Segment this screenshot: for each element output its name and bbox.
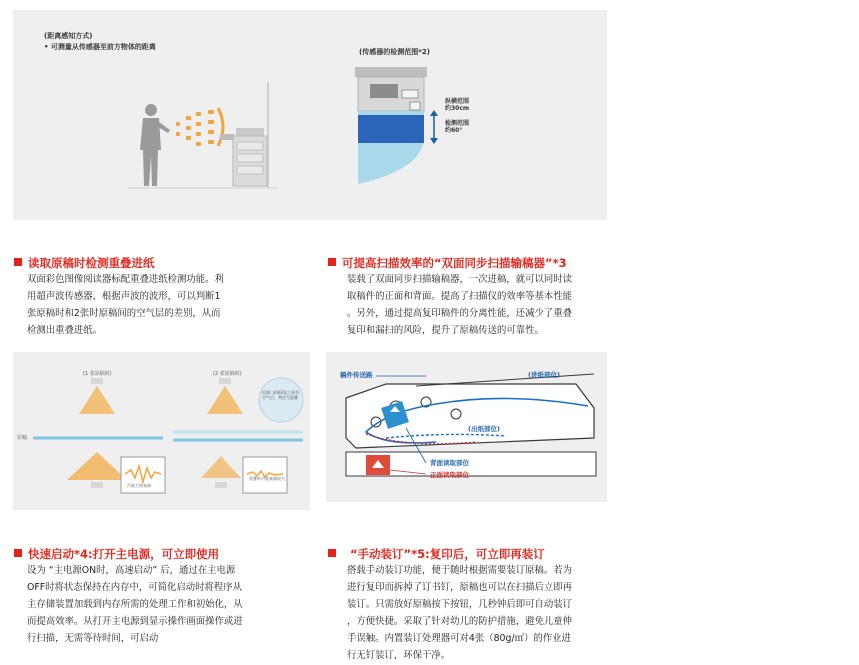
sensor-illustration-panel [13,10,607,220]
section-heading-overlap-detection: 读取原稿时检测重叠进纸 [14,256,155,270]
case-one-sheet-label: (1 张原稿时) [83,371,112,377]
range-title: (传感器的检测范围*2) [359,48,430,56]
section-heading-duplex-scan: 可提高扫描效率的“双面同步扫描输稿器”*3 [328,256,567,270]
feed-area-label: (进纸部位) [528,371,560,379]
paper-path-label: 稿件传送路 [340,371,373,379]
paper-label: 原稿 [17,435,28,441]
ultrasonic-overlap-illustration [13,352,310,510]
range-angle-label: 检测范围 约60° [445,120,470,134]
wave-label-one: 声波大致衰减 [127,483,151,488]
section-text-overlap-detection: 双面彩色图像阅读器标配重叠进纸检测功能。利 用超声波传感器，根据声波的波形，可以判断1 张原稿时和2张时原稿间的空气层的差别，从而 检测出重叠进纸。 [27,274,224,336]
red-square-icon [328,549,336,557]
red-square-icon [14,258,22,266]
section-text-duplex-scan: 装载了双面同步扫描输稿器，一次进稿，就可以同时读 取稿件的正面和背面。提高了扫描仪的效率等基本性能 。另外，通过提高复印稿件的分离性能，还减少了重叠 复印和漏扫的风险，提升了原稿传送的可靠性。 [347,274,573,336]
section-text-manual-staple: 搭载手动装订功能，便于随时根据需要装订原稿。若为 进行复印而拆掉了订书钉，原稿也可以在扫描后立即再 装订。只需放好原稿按下按钮，几秒钟后即可自动装订 ，方便快捷。采取了针对幼儿的防护措施，避免儿童伸 手误触。内置装订处理器可对4张（80g/㎡）的作业进 行无钉装订，环保干净。 [347,565,573,661]
overlap-detection-diagram [13,352,310,510]
person-sensor-illustration [128,70,388,210]
method-description: • 可测量从传感器至前方物体的距离 [44,43,156,51]
red-square-icon [14,549,22,557]
section-heading-quick-start: 快速启动*4:打开主电源，可立即使用 [14,547,219,561]
case-two-sheets-label: (2 张原稿时) [213,371,242,377]
section-heading-manual-staple: “手动装订”*5:复印后，可立即再装订 [328,547,545,561]
method-title: (距离感知方式) [44,32,93,40]
overlap-bubble-text: 检测: 原稿2张之间有空气层，判定为重叠 [262,390,300,400]
front-read-label: 正面读取部位 [430,471,469,479]
red-square-icon [328,258,336,266]
back-read-label: 背面读取部位 [430,459,469,467]
exit-area-label: (出纸部位) [468,425,500,433]
wave-label-two: 重叠时声波衰减较大 [249,476,285,481]
section-text-quick-start: 设为 “主电源ON时，高速启动” 后，通过在主电源 OFF时将状态保持在内存中，可简化启动时将程序从 主存储装置加载到内存所需的处理工作和初始化，从 而提高效率。从打开主电源到显示操作画面操作或进 行扫描，无需等待时间，可启动 [27,565,243,644]
range-vertical-label: 纵横范围 约30cm [445,98,470,112]
duplex-feeder-diagram [326,352,607,502]
